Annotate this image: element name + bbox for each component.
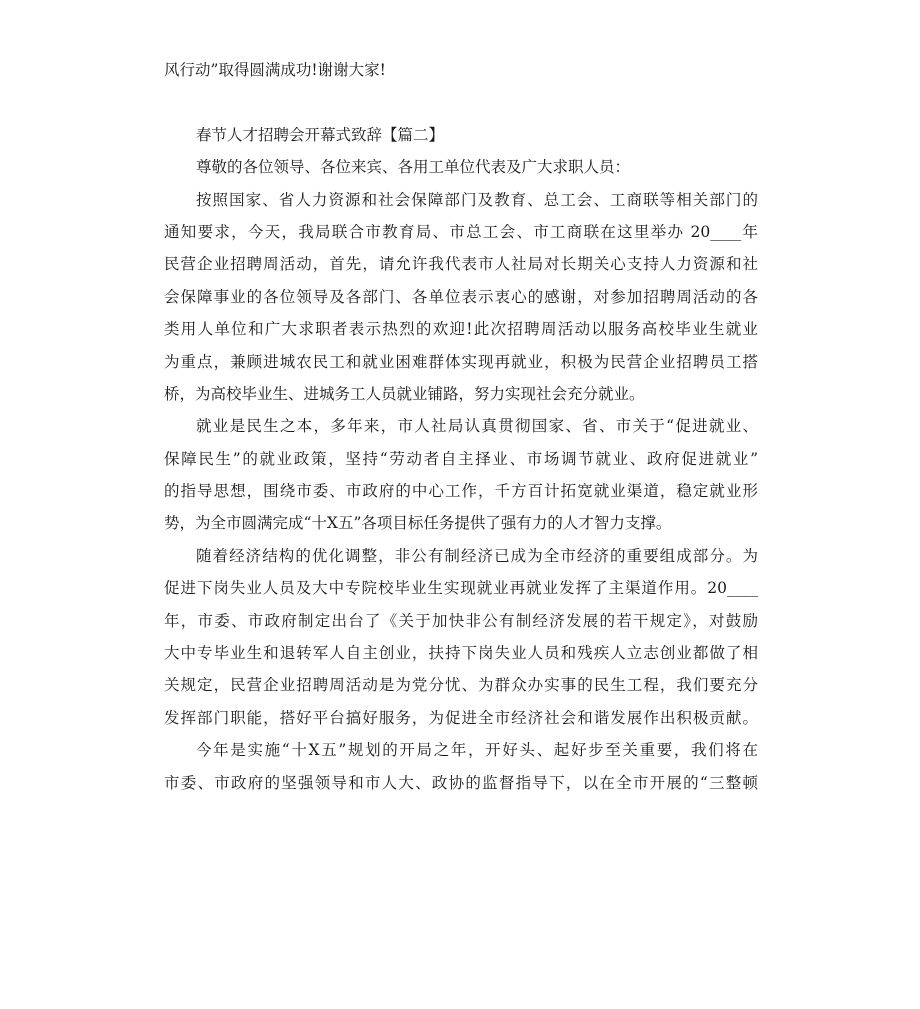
paragraph-line: 势，为全市圆满完成“十X五”各项目标任务提供了强有力的人才智力支撑。 xyxy=(164,514,672,533)
carryover-line: 风行动”取得圆满成功!谢谢大家! xyxy=(164,61,386,79)
paragraph-line: 促进下岗失业人员及大中专院校毕业生实现就业再就业发挥了主渠道作用。20____ xyxy=(164,579,758,598)
paragraph-line: 保障民生”的就业政策，坚持“劳动者自主择业、市场调节就业、政府促进就业” xyxy=(164,449,758,468)
paragraph-line: 今年是实施“十X五”规划的开局之年，开好头、起好步至关重要，我们将在 xyxy=(196,741,758,760)
paragraph-line: 关规定，民营企业招聘周活动是为党分忧、为群众办实事的民生工程，我们要充分 xyxy=(164,676,758,695)
paragraph-line: 为重点，兼顾进城农民工和就业困难群体实现再就业，积极为民营企业招聘员工搭 xyxy=(164,352,758,371)
greeting-line: 尊敬的各位领导、各位来宾、各用工单位代表及广大求职人员： xyxy=(196,158,631,177)
paragraph-line: 会保障事业的各位领导及各部门、各单位表示衷心的感谢，对参加招聘周活动的各 xyxy=(164,287,758,306)
paragraph-line: 市委、市政府的坚强领导和市人大、政协的监督指导下，以在全市开展的“三整顿 xyxy=(164,773,758,792)
paragraph-gap xyxy=(164,86,758,118)
paragraph xyxy=(164,184,758,411)
paragraph-line: 通知要求，今天，我局联合市教育局、市总工会、市工商联在这里举办 20____年 xyxy=(164,222,758,241)
paragraph xyxy=(164,410,758,540)
paragraph-line: 按照国家、省人力资源和社会保障部门及教育、总工会、工商联等相关部门的 xyxy=(196,190,758,209)
paragraph-line: 就业是民生之本，多年来，市人社局认真贯彻国家、省、市关于“促进就业、 xyxy=(196,417,758,436)
paragraph-line: 随着经济结构的优化调整，非公有制经济已成为全市经济的重要组成部分。为 xyxy=(196,546,758,565)
paragraph-line: 大中专毕业生和退转军人自主创业，扶持下岗失业人员和残疾人立志创业都做了相 xyxy=(164,644,758,663)
paragraph-line: 桥，为高校毕业生、进城务工人员就业铺路，努力实现社会充分就业。 xyxy=(164,384,645,403)
paragraph-line: 类用人单位和广大求职者表示热烈的欢迎!此次招聘周活动以服务高校毕业生就业 xyxy=(164,320,758,339)
section-title: 春节人才招聘会开幕式致辞【篇二】 xyxy=(196,125,445,144)
paragraph xyxy=(164,540,758,734)
paragraph-line: 的指导思想，围绕市委、市政府的中心工作，千方百计拓宽就业渠道，稳定就业形 xyxy=(164,482,758,501)
paragraph xyxy=(164,734,758,799)
paragraph-line: 民营企业招聘周活动，首先，请允许我代表市人社局对长期关心支持人力资源和社 xyxy=(164,255,758,274)
paragraph-line: 年，市委、市政府制定出台了《关于加快非公有制经济发展的若干规定》，对鼓励 xyxy=(164,611,758,630)
paragraph-line: 发挥部门职能，搭好平台搞好服务，为促进全市经济社会和谐发展作出积极贡献。 xyxy=(164,708,758,727)
document-page xyxy=(164,54,758,799)
